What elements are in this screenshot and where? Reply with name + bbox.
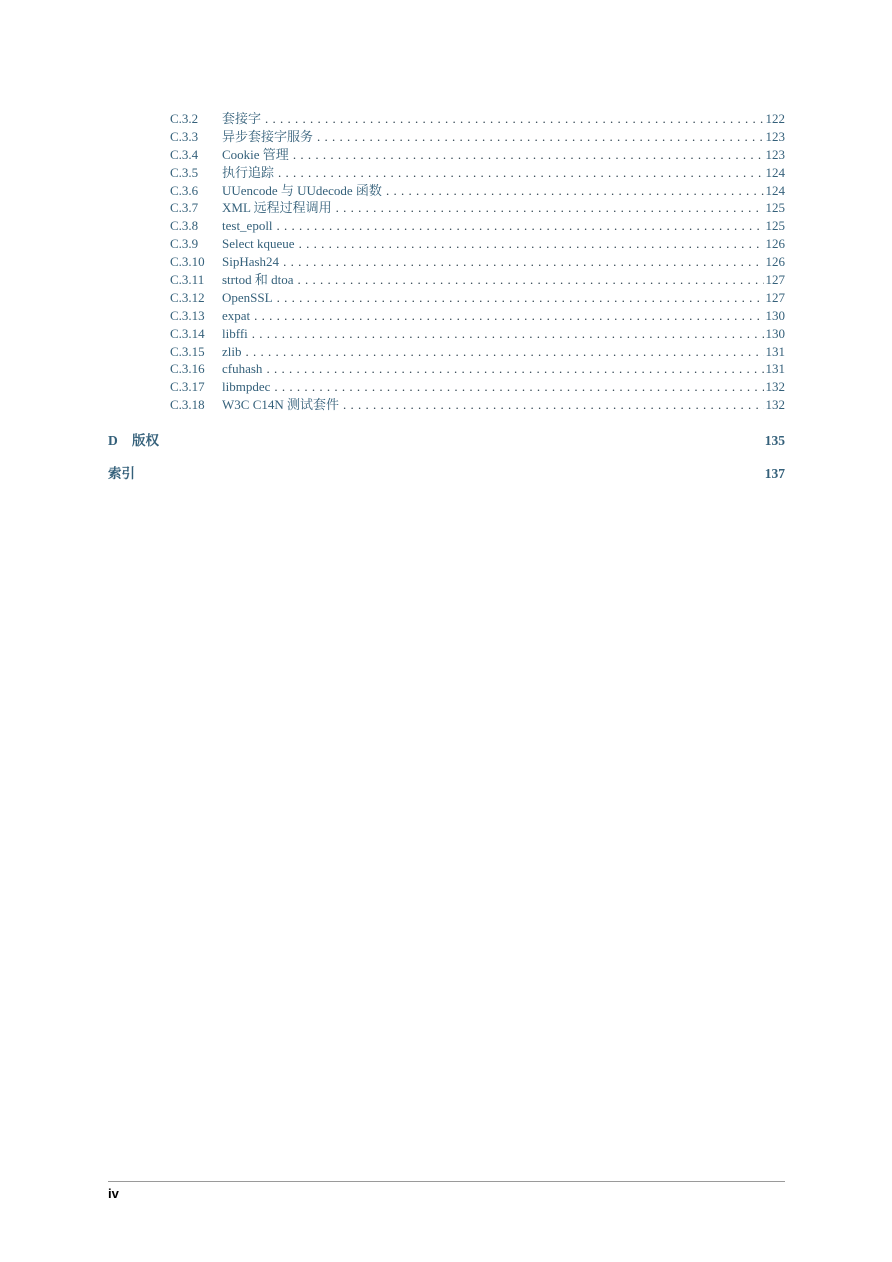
toc-leader-dots — [266, 360, 763, 378]
toc-entry-title[interactable]: Cookie 管理 — [222, 146, 289, 162]
toc-entry-page[interactable]: 131 — [765, 343, 785, 359]
toc-entry-number: C.3.9 — [170, 236, 199, 252]
toc-entry[interactable] — [170, 271, 785, 289]
toc-entry-title[interactable]: test_epoll — [222, 218, 273, 234]
toc-entry[interactable] — [170, 289, 785, 307]
toc-chapter-title[interactable]: 索引 — [108, 466, 135, 481]
toc-leader-dots — [277, 289, 764, 307]
toc-entry[interactable] — [170, 199, 785, 217]
toc-entry-title[interactable]: UUencode 与 UUdecode 函数 — [222, 182, 382, 198]
toc-entry-title[interactable]: 套接字 — [222, 111, 262, 126]
toc-leader-dots — [246, 343, 764, 361]
toc-entry-number: C.3.11 — [170, 272, 205, 288]
footer-page-number: iv — [108, 1186, 119, 1201]
toc-entry-page[interactable]: 130 — [765, 307, 785, 323]
toc-entry[interactable] — [170, 128, 785, 146]
footer-divider — [108, 1181, 785, 1182]
toc-leader-dots — [265, 110, 763, 128]
toc-entry-number: C.3.18 — [170, 397, 205, 413]
toc-entry-page[interactable]: 123 — [765, 128, 785, 144]
toc-entry-number: C.3.4 — [170, 146, 199, 162]
toc-leader-dots — [277, 217, 764, 235]
toc-entry-title[interactable]: libffi — [222, 325, 248, 341]
toc-entry[interactable] — [170, 146, 785, 164]
toc-entry-number: C.3.6 — [170, 182, 199, 198]
toc-entry-title[interactable]: 异步套接字服务 — [222, 128, 314, 144]
toc-entry-page[interactable]: 126 — [765, 254, 785, 270]
toc-chapter-page[interactable]: 135 — [764, 433, 785, 448]
toc-chapter-page[interactable]: 137 — [764, 466, 785, 481]
toc-entry-title[interactable]: strtod 和 dtoa — [222, 272, 294, 288]
toc-entry[interactable] — [170, 325, 785, 343]
toc-entry-title[interactable]: Select kqueue — [222, 236, 295, 252]
toc-entry[interactable] — [170, 378, 785, 396]
toc-leader-dots — [274, 378, 763, 396]
toc-entry-number: C.3.8 — [170, 218, 199, 234]
toc-entry-number: C.3.12 — [170, 289, 205, 305]
toc-entry-title[interactable]: XML 远程过程调用 — [222, 200, 332, 216]
toc-entry[interactable] — [170, 307, 785, 325]
toc-entry-page[interactable]: 126 — [765, 236, 785, 252]
toc-entry-page[interactable]: 132 — [765, 397, 785, 413]
toc-entry[interactable] — [170, 164, 785, 182]
toc-leader-dots — [298, 271, 764, 289]
toc-entry-number: C.3.2 — [170, 111, 199, 126]
toc-entry[interactable] — [170, 217, 785, 235]
toc-entry-title[interactable]: expat — [222, 307, 251, 323]
toc-entry-title[interactable]: 执行追踪 — [222, 164, 275, 180]
toc-entry-page[interactable]: 124 — [765, 182, 785, 198]
toc-subsection-list — [170, 110, 785, 414]
toc-entry-page[interactable]: 122 — [765, 111, 785, 126]
toc-leader-dots — [317, 128, 763, 146]
toc-entry-page[interactable]: 130 — [765, 325, 785, 341]
toc-entry[interactable] — [170, 360, 785, 378]
toc-entry-number: C.3.7 — [170, 200, 199, 216]
toc-entry-page[interactable]: 124 — [765, 164, 785, 180]
toc-entry[interactable] — [170, 182, 785, 200]
toc-entry-page[interactable]: 125 — [765, 200, 785, 216]
toc-entry-title[interactable]: libmpdec — [222, 379, 271, 395]
toc-leader-dots — [299, 235, 764, 253]
toc-entry-page[interactable]: 123 — [765, 146, 785, 162]
toc-leader-dots — [386, 182, 764, 200]
toc-leader-dots — [283, 253, 763, 271]
toc-leader-dots — [336, 199, 764, 217]
toc-entry-number: C.3.14 — [170, 325, 205, 341]
toc-entry-number: C.3.3 — [170, 128, 199, 144]
toc-leader-dots — [278, 164, 763, 182]
toc-entry-page[interactable]: 127 — [765, 289, 785, 305]
toc-entry[interactable] — [170, 110, 785, 128]
toc-leader-dots — [343, 396, 763, 414]
toc-entry-page[interactable]: 132 — [765, 379, 785, 395]
toc-leader-dots — [293, 146, 764, 164]
toc-entry-number: C.3.15 — [170, 343, 205, 359]
toc-leader-dots — [252, 325, 764, 343]
toc-entry-title[interactable]: zlib — [222, 343, 242, 359]
toc-entry-number: C.3.17 — [170, 379, 205, 395]
toc-chapter-title[interactable]: 版权 — [132, 433, 159, 448]
toc-entry-number: C.3.10 — [170, 254, 205, 270]
toc-chapter-copyright[interactable] — [108, 429, 785, 449]
toc-entry-number: C.3.5 — [170, 164, 199, 180]
toc-entry-title[interactable]: cfuhash — [222, 361, 263, 377]
toc-entry-page[interactable]: 131 — [765, 361, 785, 377]
toc-entry-title[interactable]: SipHash24 — [222, 254, 280, 270]
toc-entry-page[interactable]: 127 — [765, 272, 785, 288]
toc-entry-title[interactable]: W3C C14N 测试套件 — [222, 397, 340, 413]
toc-chapter-letter: D — [108, 433, 118, 448]
toc-entry-number: C.3.13 — [170, 307, 205, 323]
toc-entry-title[interactable]: OpenSSL — [222, 289, 273, 305]
toc-entry[interactable] — [170, 396, 785, 414]
toc-entry-page[interactable]: 125 — [765, 218, 785, 234]
toc-entry[interactable] — [170, 343, 785, 361]
toc-leader-dots — [254, 307, 763, 325]
toc-entry[interactable] — [170, 235, 785, 253]
toc-entry[interactable] — [170, 253, 785, 271]
toc-entry-number: C.3.16 — [170, 361, 205, 377]
toc-chapter-index[interactable] — [108, 462, 785, 482]
